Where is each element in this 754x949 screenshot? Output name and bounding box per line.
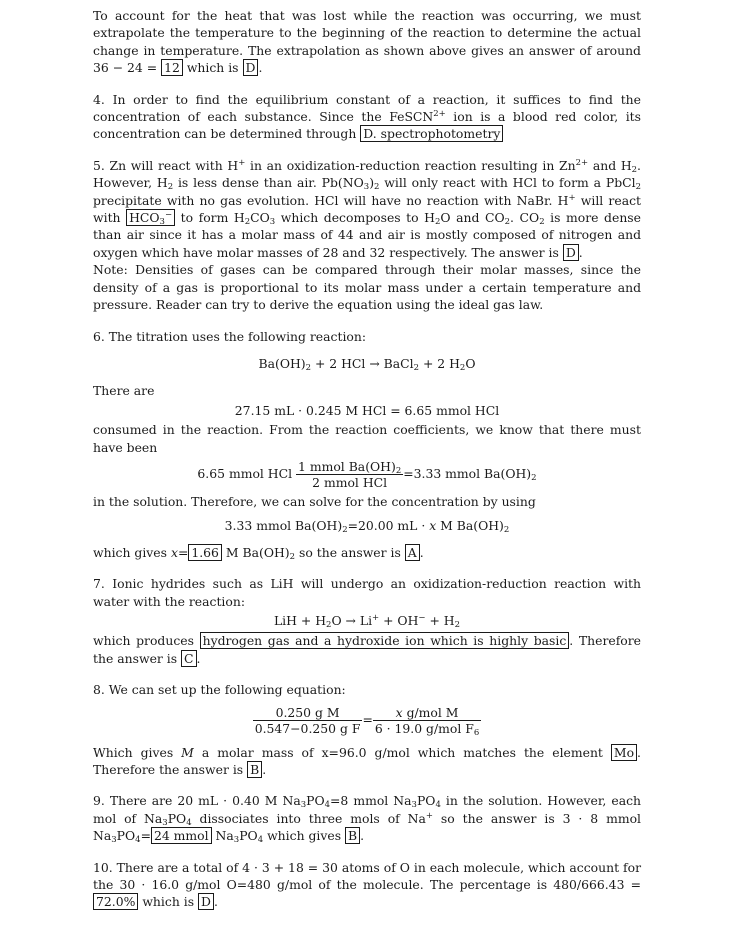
- there-are-text: There are: [93, 383, 155, 399]
- density-note: Note: Densities of gases can be compared through their molar masses, since the density of a gas is proportional to its molar mass under a certain temperature and pressure. Reader can try to derive the equation using the ideal gas law.: [93, 262, 641, 313]
- mole-ratio-fraction: $\frac{1 mmol Ba(OH)_2}{\text{2 mmol HCl}}$: [298, 458, 402, 490]
- solutions-page: [93, 7, 641, 911]
- molar-ratio-fraction: $\frac{\text{x g/mol M}}{6 \cdot 19.0 g/mol F_6}$: [374, 704, 480, 738]
- hydride-reaction: LiH + $H_2O \to Li^+ + OH^- + H_2$: [273, 612, 461, 630]
- question-5: 5. Zn will react with H+ in an oxidization-reduction reaction resulting in $Zn^{2+}$ and $H_2$. However, $H_2$ is less dense than air. $Pb(NO_3)_2$ will only react with HCl to form a PbCl$_2$ precipitate with no gas evolution. HCl will have no reaction with NaBr. H+ will react with $HCO_3^-$ to form $H_2CO_3$ which decomposes to $H_2O$ and $CO_2$. $CO_2$ is more dense than air since it has a molar mass of 44 and air is mostly composed of nitrogen and oxygen which have molar masses of 28 and 32 respectively. The answer is D .: [93, 157, 641, 260]
- question-6-intro: 6. The titration uses the following reaction:: [93, 328, 367, 344]
- answer-box: A: [405, 544, 420, 561]
- boxed-amount: 24 mmol: [151, 827, 212, 844]
- answer-box: B: [345, 827, 360, 844]
- mass-ratio-fraction: $\frac{\text{0.250 g M}}{\text{0.547−0.250 g F}}$: [254, 704, 361, 736]
- titration-reaction: $Ba(OH)_2 + 2$ HCl → BaCl$_2$ + 2 $H_2O$: [258, 355, 476, 373]
- boxed-element: Mo: [611, 744, 637, 761]
- hydride-result: which produces hydrogen gas and a hydroxide ion which is highly basic . Therefore the answer is C .: [93, 633, 642, 666]
- question-8-intro: 8. We can set up the following equation:: [93, 682, 346, 698]
- consumed-text: consumed in the reaction. From the reaction coefficients, we know that there must have been: [93, 422, 641, 455]
- answer-box: C: [181, 650, 196, 667]
- concentration-equation: 3.33 mmol $Ba(OH)_2=20.00$ mL · x M $Ba(OH)_2$: [224, 518, 510, 536]
- answer-box: D: [243, 59, 259, 76]
- solution-text: in the solution. Therefore, we can solve for the concentration by using: [93, 493, 536, 509]
- boxed-percentage: 72.0%: [93, 893, 138, 910]
- boxed-method: D. spectrophotometry: [360, 125, 503, 142]
- question-7: 7. Ionic hydrides such as LiH will undergo an oxidization-reduction reaction with water with the reaction:: [93, 576, 641, 609]
- heat-paragraph: To account for the heat that was lost while the reaction was occurring, we must extrapolate the temperature to the beginning of the reaction to determine the actual change in temperature. The extrapolation as shown above gives an answer of around 36 − 24 = 12 which is D .: [93, 8, 641, 76]
- boxed-bicarbonate: $HCO_3^-$: [126, 209, 175, 226]
- hcl-amount-equation: 27.15 mL · 0.245 M HCl = 6.65 mmol HCl: [234, 402, 500, 418]
- question-9: 9. There are 20 mL · 0.40 M $Na_3PO_4=8$ mmol $Na_3PO_4$ in the solution. However, each mol of $Na_3PO_4$ dissociates into three mols of Na+ so the answer is 3 · 8 mmol $Na_3PO_4= 24$ mmol $Na_3PO_4$ which gives B .: [93, 793, 642, 846]
- answer-box: D: [198, 893, 214, 910]
- question-4: 4. In order to find the equilibrium constant of a reaction, it suffices to find the concentration of each substance. Since the FeSCN$^{2+}$ ion is a blood red color, its concentration can be determined through D. spectrophotometry: [93, 91, 641, 142]
- stoichiometry-equation: 6.65 mmol HCl $\frac{1 mmol Ba(OH)_2}{\text{2 mmol HCl}}$ =3.33 mmol $Ba(OH)_2$: [197, 458, 537, 490]
- concentration-result: which gives x= 1.66 M $Ba(OH)_2$ so the answer is A .: [93, 544, 424, 562]
- boxed-concentration: 1.66: [188, 544, 222, 561]
- boxed-temperature-change: 12: [161, 59, 183, 76]
- molar-mass-equation: $\frac{\text{0.250 g M}}{\text{0.547−0.250 g F}}$ = $\frac{\text{x g/mol M}}{6 \cdot 19.0 g/mol F_6}$: [254, 704, 480, 738]
- answer-box: B: [247, 761, 262, 778]
- question-10: 10. There are a total of 4 · 3 + 18 = 30 atoms of O in each molecule, which account for the 30 · 16.0 g/mol O=480 g/mol of the molecule. The percentage is 480/666.43 = 72.0% which is D .: [93, 859, 641, 910]
- boxed-products: hydrogen gas and a hydroxide ion which is highly basic: [200, 632, 570, 649]
- molar-mass-result: Which gives M a molar mass of x=96.0 g/mol which matches the element Mo . Therefore the answer is B .: [93, 744, 641, 777]
- answer-box: D: [563, 244, 579, 261]
